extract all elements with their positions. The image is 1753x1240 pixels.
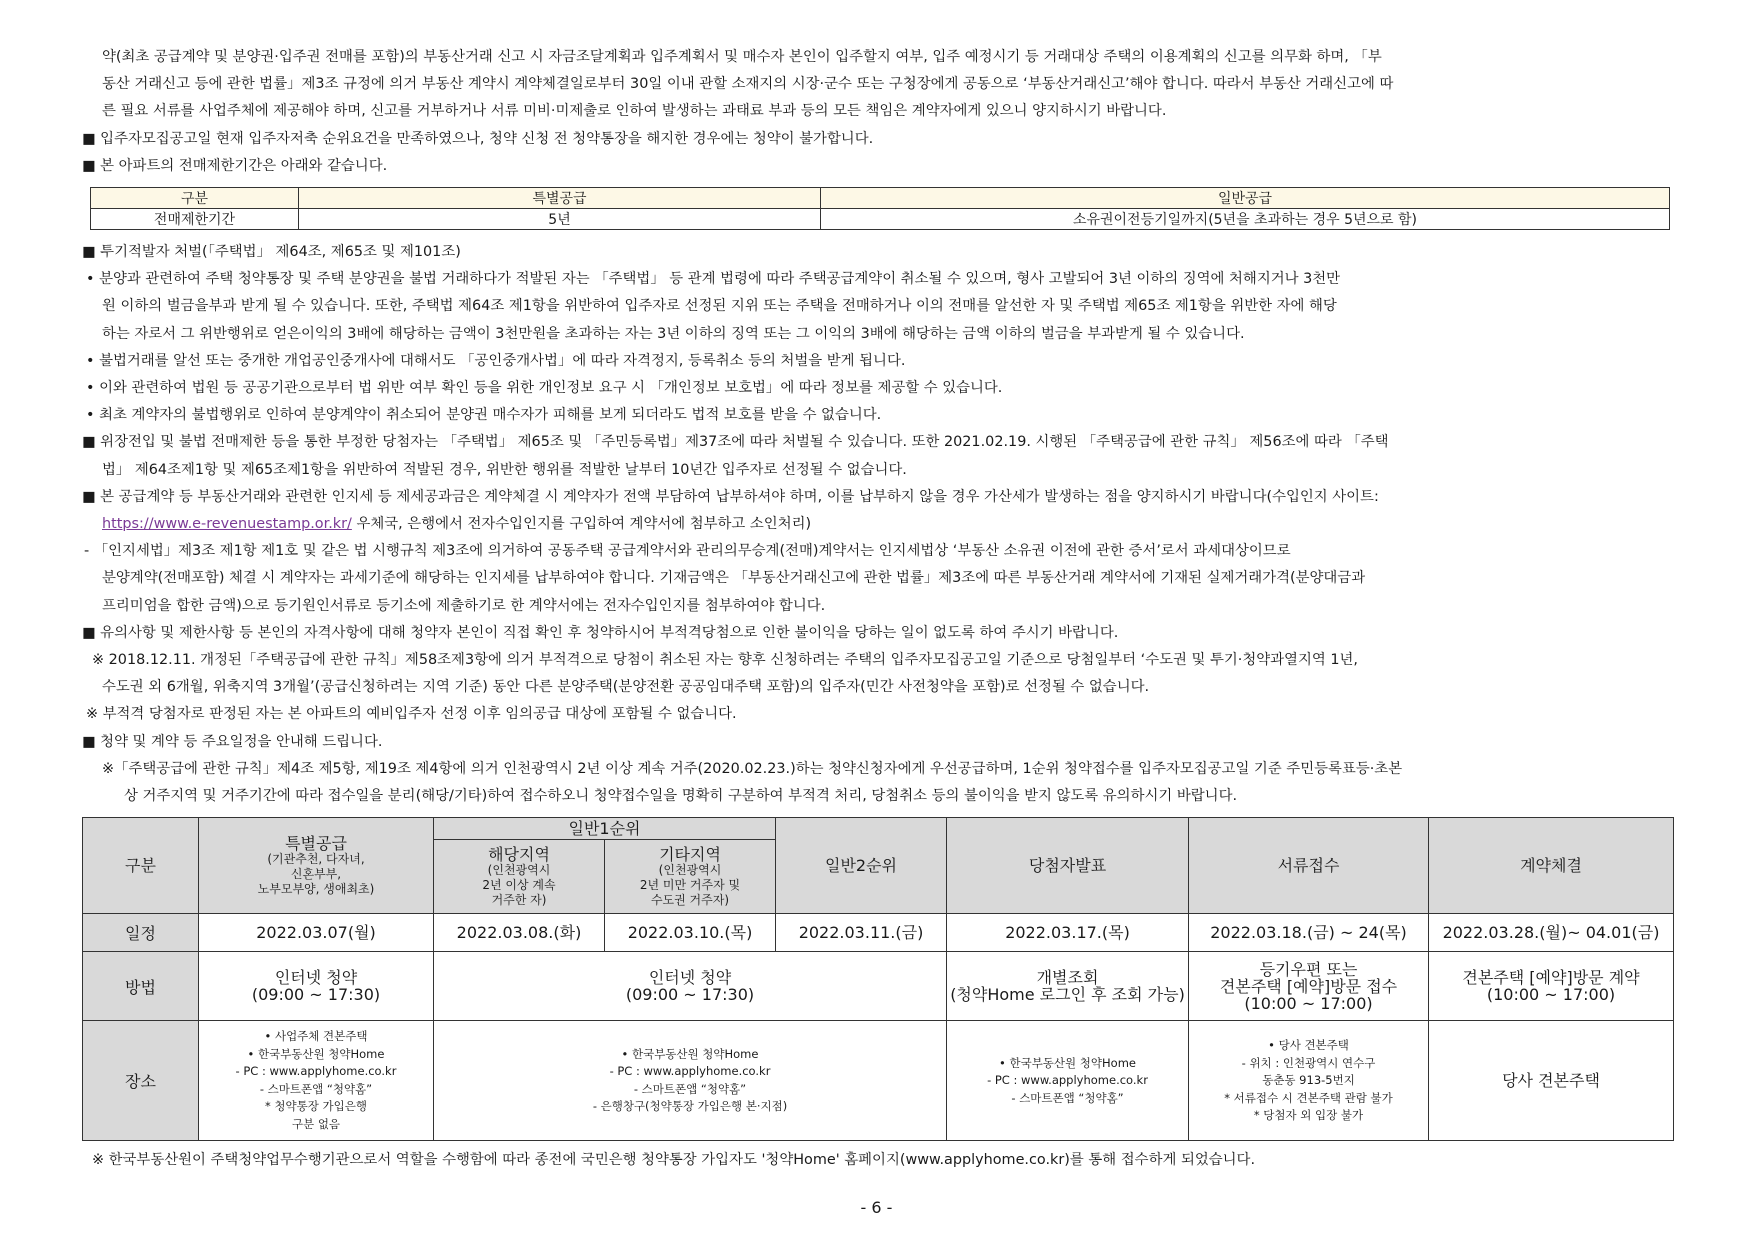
cell-line: 등기우편 또는 [1259,959,1358,979]
text-line: ■ 본 아파트의 전매제한기간은 아래와 같습니다. [82,157,388,174]
bullet-line: 하는 자로서 그 위반행위로 얻은이익의 3배에 해당하는 금액이 3천만원을 초과하는 자는 3년 이하의 징역 또는 그 이익의 3배에 해당하는 금액 이하의 벌금을 부과받게 될 수 있습니다. [102,325,1245,342]
cell-line: (10:00 ~ 17:00) [1486,985,1616,1005]
place-cell [199,1021,434,1141]
header-title: 기타지역 [659,844,721,864]
table-header-cell: 당첨자발표 [947,818,1189,914]
note-line: 상 거주지역 및 거주기간에 따라 접수일을 분리(해당/기타)하여 접수하오니 청약접수일을 명확히 구분하여 부적격 처리, 당첨취소 등의 불이익을 받지 않도록 유의하시기 바랍니다. [124,788,1238,805]
cell-line: (09:00 ~ 17:30) [625,985,755,1005]
table-row [83,914,1674,952]
place-cell [1189,1021,1429,1141]
table-header-row [83,818,1674,840]
cell-line: 구분 없음 [291,1116,341,1131]
cell-line: - 위치 : 인천광역시 연수구 [1241,1055,1376,1070]
table-header-cell: 일반1순위 [434,818,776,840]
date-cell: 2022.03.10.(목) [605,914,776,952]
cell-line: * 당첨자 외 입장 불가 [1253,1108,1364,1123]
cell-line: (09:00 ~ 17:30) [251,985,381,1005]
cell-line: - PC : www.applyhome.co.kr [609,1064,771,1079]
schedule-table [82,817,1674,1141]
table-header-cell: 구분 [83,818,199,914]
header-sub: (기관추천, 다자녀, [267,851,365,866]
cell-line: 인터넷 청약 [648,968,732,988]
text-line: 동산 거래신고 등에 관한 법률」제3조 규정에 의거 부동산 계약시 계약체결일로부터 30일 이내 관할 소재지의 시장·군수 또는 구청장에게 공동으로 ‘부동산거래신고’해야 합니다. 따라서 부동산 거래신고에 따 [102,76,1394,93]
bullet-line: • 최초 계약자의 불법행위로 인하여 분양계약이 취소되어 분양권 매수자가 피해를 보게 되더라도 법적 보호를 받을 수 없습니다. [86,407,882,424]
table-cell: 전매제한기간 [91,209,299,230]
header-sub: (인천광역시 [658,862,722,877]
table-header-cell: 계약체결 [1429,818,1674,914]
text-line: ■ 청약 및 계약 등 주요일정을 안내해 드립니다. [82,733,383,750]
cell-line: (10:00 ~ 17:00) [1244,993,1373,1013]
table-header-cell: 일반공급 [821,188,1670,209]
text-line: ■ 유의사항 및 제한사항 등 본인의 자격사항에 대해 청약자 본인이 직접 확인 후 청약하시어 부적격당첨으로 인한 불이익을 당하는 일이 없도록 하여 주시기 바랍니다. [82,624,1119,641]
note-line: ※ 부적격 당첨자로 판정된 자는 본 아파트의 예비입주자 선정 이후 임의공급 대상에 포함될 수 없습니다. [86,706,737,723]
cell-line: 견본주택 [예약]방문 계약 [1462,968,1640,988]
page-number: - 6 - [860,1198,893,1217]
table-header-cell [605,840,776,914]
table-cell: 소유권이전등기일까지(5년을 초과하는 경우 5년으로 함) [821,209,1670,230]
note-line: ※ 2018.12.11. 개정된「주택공급에 관한 규칙」제58조제3항에 의거 부적격으로 당첨이 취소된 자는 향후 신청하려는 주택의 입주자모집공고일 기준으로 당첨일부터 ‘수도권 및 투기·청약과열지역 1년, [92,652,1358,669]
cell-line: - 스마트폰앱 “청약홈” [259,1081,373,1096]
header-sub: 신혼부부, [290,866,342,881]
table-header-cell: 일반2순위 [776,818,947,914]
cell-line: • 당사 견본주택 [1268,1038,1349,1053]
cell-line: 개별조회 [1036,968,1099,988]
dash-line: 분양계약(전매포함) 체결 시 계약자는 과세기준에 해당하는 인지세를 납부하여야 합니다. 기재금액은 「부동산거래신고에 관한 법률」제3조에 따른 부동산거래 계약서에 기재된 실제거래가격(분양대금과 [102,570,1366,587]
cell-line: - PC : www.applyhome.co.kr [235,1064,397,1079]
row-header-cell: 장소 [83,1021,199,1141]
table-row [91,209,1670,230]
cell-line: • 한국부동산원 청약Home [999,1055,1136,1070]
cell-line: - PC : www.applyhome.co.kr [987,1073,1148,1088]
header-sub: 수도권 거주자) [650,892,730,907]
date-cell: 2022.03.11.(금) [776,914,947,952]
header-sub: 노부모부양, 생애최초) [257,881,375,896]
header-title: 해당지역 [488,844,550,864]
place-cell: 당사 견본주택 [1429,1021,1674,1141]
text-line: ■ 본 공급계약 등 부동산거래와 관련한 인지세 등 제세공과금은 계약체결 시 계약자가 전액 부담하여 납부하셔야 하며, 이를 납부하지 않을 경우 가산세가 발생하는 점을 양지하시기 바랍니다(수입인지 사이트: [82,488,1379,505]
table-header-cell [199,818,434,914]
dash-line: - 「인지세법」제3조 제1항 제1호 및 같은 법 시행규칙 제3조에 의거하여 공동주택 공급계약서와 관리의무승계(전매)계약서는 인지세법상 ‘부동산 소유권 이전에 관한 증서’로서 과세대상이므로 [84,543,1291,560]
table-row [83,952,1674,1021]
footnote: ※ 한국부동산원이 주택청약업무수행기관으로서 역할을 수행함에 따라 종전에 국민은행 청약통장 가입자도 '청약Home' 홈페이지(www.applyhome.co.kr)를 통해 접수하게 되었습니다. [92,1152,1256,1169]
header-sub: 2년 이상 계속 [482,877,556,892]
cell-line: 인터넷 청약 [274,968,358,988]
table-header-cell: 구분 [91,188,299,209]
cell-line: - 스마트폰앱 “청약홈” [633,1081,747,1096]
table-header-cell: 서류접수 [1189,818,1429,914]
document-page [82,44,1682,1174]
place-cell [947,1021,1189,1141]
text-span: 우체국, 은행에서 전자수입인지를 구입하여 계약서에 첨부하고 소인처리) [351,516,812,533]
note-line: 수도권 외 6개월, 위축지역 3개월’(공급신청하려는 지역 기준) 동안 다른 분양주택(분양전환 공공임대주택 포함)의 입주자(민간 사전청약을 포함)로 선정될 수 없습니다. [102,679,1150,696]
table-cell: 5년 [299,209,821,230]
method-cell [1429,952,1674,1021]
date-cell: 2022.03.18.(금) ~ 24(목) [1189,914,1429,952]
header-sub: 2년 미만 거주자 및 [639,877,741,892]
cell-line: • 한국부동산원 청약Home [621,1046,759,1061]
resale-restriction-table [90,187,1670,230]
cell-line: • 사업주체 견본주택 [264,1029,368,1044]
place-cell [434,1021,947,1141]
text-line: 른 필요 서류를 사업주체에 제공해야 하며, 신고를 거부하거나 서류 미비·미제출로 인하여 발생하는 과태료 부과 등의 모든 책임은 계약자에게 있으니 양지하시기 바랍니다. [102,103,1167,120]
header-sub: (인천광역시 [487,862,551,877]
date-cell: 2022.03.28.(월)~ 04.01(금) [1429,914,1674,952]
method-cell [434,952,947,1021]
cell-line: - 은행창구(청약통장 가입은행 본·지점) [592,1099,788,1114]
date-cell: 2022.03.17.(목) [947,914,1189,952]
cell-line: 견본주택 [예약]방문 접수 [1219,976,1398,996]
cell-line: 동춘동 913-5번지 [1262,1073,1355,1088]
bullet-line: • 이와 관련하여 법원 등 공공기관으로부터 법 위반 여부 확인 등을 위한 개인정보 요구 시 「개인정보 보호법」에 따라 정보를 제공할 수 있습니다. [86,380,1003,397]
method-cell [1189,952,1429,1021]
header-sub: 거주한 자) [491,892,547,907]
note-line: ※「주택공급에 관한 규칙」제4조 제5항, 제19조 제4항에 의거 인천광역시 2년 이상 계속 거주(2020.02.23.)하는 청약신청자에게 우선공급하며, 1순위 청약접수를 입주자모집공고일 기준 주민등록표등·초본 [102,760,1403,777]
text-line [82,511,1682,538]
revenue-stamp-link[interactable]: https://www.e-revenuestamp.or.kr/ [102,516,352,533]
method-cell [947,952,1189,1021]
cell-line: - 스마트폰앱 “청약홈” [1011,1090,1124,1105]
table-header-row [91,188,1670,209]
table-header-cell: 특별공급 [299,188,821,209]
table-header-cell [434,840,605,914]
bullet-line: 원 이하의 벌금을부과 받게 될 수 있습니다. 또한, 주택법 제64조 제1항을 위반하여 입주자로 선정된 지위 또는 주택을 전매하거나 이의 전매를 알선한 자 및 주택법 제65조 제1항을 위반한 자에 해당 [102,298,1337,315]
text-line: ■ 입주자모집공고일 현재 입주자저축 순위요건을 만족하였으나, 청약 신청 전 청약통장을 해지한 경우에는 청약이 불가합니다. [82,130,874,147]
text-line: ■ 위장전입 및 불법 전매제한 등을 통한 부정한 당첨자는 「주택법」 제65조 및 「주민등록법」제37조에 따라 처벌될 수 있습니다. 또한 2021.02.19. 시행된 「주택공급에 관한 규칙」 제56조에 따라 「주택 [82,434,1389,451]
bullet-line: • 분양과 관련하여 주택 청약통장 및 주택 분양권을 불법 거래하다가 적발된 자는 「주택법」 등 관계 법령에 따라 주택공급계약이 취소될 수 있으며, 형사 고발되어 3년 이하의 징역에 처해지거나 3천만 [86,271,1341,288]
section-heading: ■ 투기적발자 처벌(「주택법」 제64조, 제65조 및 제101조) [82,244,461,261]
cell-line: * 서류접수 시 견본주택 관람 불가 [1224,1090,1393,1105]
dash-line: 프리미엄을 합한 금액)으로 등기원인서류로 등기소에 제출하기로 한 계약서에는 전자수입인지를 첨부하여야 합니다. [102,597,826,614]
bullet-line: • 불법거래를 알선 또는 중개한 개업공인중개사에 대해서도 「공인중개사법」에 따라 자격정지, 등록취소 등의 처벌을 받게 됩니다. [86,352,906,369]
date-cell: 2022.03.07(월) [199,914,434,952]
table-row [83,1021,1674,1141]
cell-line: • 한국부동산원 청약Home [247,1046,385,1061]
text-line: 법」 제64조제1항 및 제65조제1항을 위반하여 적발된 경우, 위반한 행위를 적발한 날부터 10년간 입주자로 선정될 수 없습니다. [102,461,907,478]
text-line: 약(최초 공급계약 및 분양권·입주권 전매를 포함)의 부동산거래 신고 시 자금조달계획과 입주계획서 및 매수자 본인이 입주할지 여부, 입주 예정시기 등 거래대상 주택의 이용계획의 신고를 의무화 하며, 「부 [102,49,1382,65]
cell-line: * 청약통장 가입은행 [265,1099,367,1114]
header-title: 특별공급 [285,833,347,853]
row-header-cell: 방법 [83,952,199,1021]
method-cell [199,952,434,1021]
cell-line: (청약Home 로그인 후 조회 가능) [950,985,1185,1005]
date-cell: 2022.03.08.(화) [434,914,605,952]
row-header-cell: 일정 [83,914,199,952]
